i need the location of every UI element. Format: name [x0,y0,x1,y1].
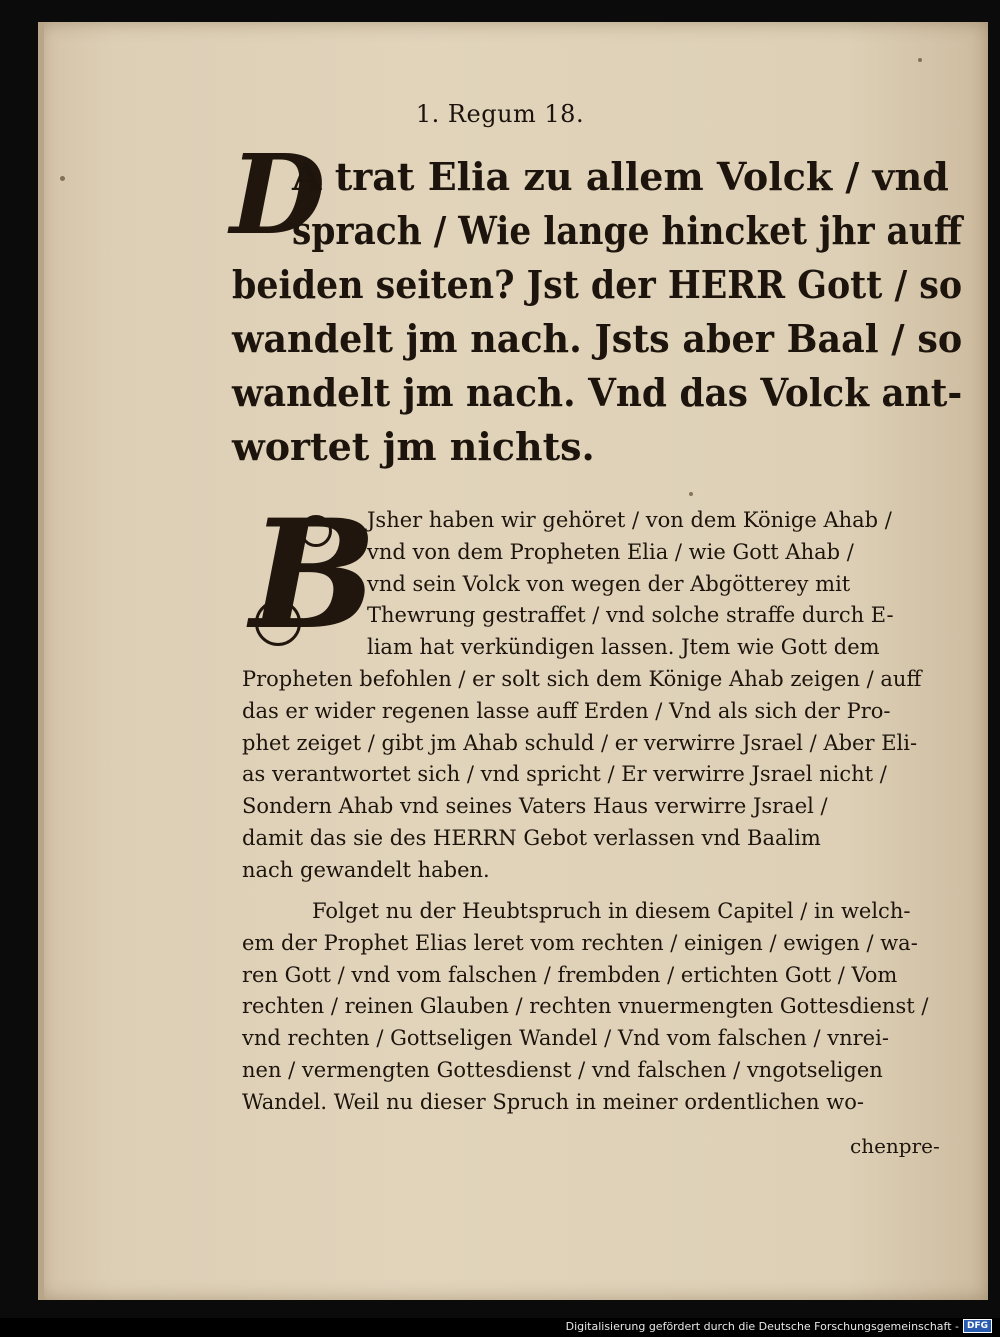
digitization-credit [566,1319,992,1333]
lead-line: A trat Elia zu allem Volck / vnd [292,154,949,199]
lead-line: wortet jm nichts. [232,424,595,469]
body-line: phet zeiget / gibt jm Ahab schuld / er verwirre Jsrael / Aber Eli- [242,730,918,755]
body-line: Wandel. Weil nu dieser Spruch in meiner ordentlichen wo- [242,1089,864,1114]
body-line: Folget nu der Heubtspruch in diesem Capitel / in welch- [312,899,911,923]
body-line: rechten / reinen Glauben / rechten vnuermengten Gottesdienst / [242,994,929,1019]
body-line: damit das sie des HERRN Gebot verlassen vnd Baalim [242,825,821,850]
body-line: ren Gott / vnd vom falschen / frembden / ertichten Gott / Vom [242,962,898,987]
body-line: Propheten befohlen / er solt sich dem Könige Ahab zeigen / auff [242,666,922,691]
ink-spot [689,492,693,496]
body-line: vnd von dem Propheten Elia / wie Gott Ahab / [367,539,854,564]
credit-text: Digitalisierung gefördert durch die Deutsche Forschungsgemeinschaft - [565,1319,959,1333]
lead-line: wandelt jm nach. Vnd das Volck ant- [232,370,963,415]
dfg-logo: DFG [963,1319,992,1333]
ink-spot [60,176,65,181]
commentary-paragraph [242,505,962,887]
decorated-initial-d: D [230,130,326,259]
body-line: vnd rechten / Gottseligen Wandel / Vnd vom falschen / vnrei- [242,1026,889,1051]
body-line: liam hat verkündigen lassen. Jtem wie Gott dem [367,635,880,660]
decorated-initial-b: B [250,487,377,663]
body-line: nen / vermengten Gottesdienst / vnd falschen / vngotseligen [242,1057,883,1082]
body-line: nach gewandelt haben. [242,857,490,882]
body-line: Thewrung gestraffet / vnd solche straffe durch E- [367,603,894,628]
catchword: chenpre- [850,1134,940,1158]
body-line: vnd sein Volck von wegen der Abgötterey mit [367,571,851,596]
lead-line: beiden seiten? Jst der HERR Gott / so [232,262,963,307]
ink-spot [918,58,922,62]
second-paragraph [242,896,962,1119]
body-line: em der Prophet Elias leret vom rechten / einigen / ewigen / wa- [242,930,918,955]
lead-paragraph [232,150,962,474]
lead-line: wandelt jm nach. Jsts aber Baal / so [232,316,963,361]
body-line: Jsher haben wir gehöret / von dem Könige Ahab / [367,508,892,532]
page-edge [38,22,44,1300]
body-line: as verantwortet sich / vnd spricht / Er verwirre Jsrael nicht / [242,762,887,787]
lead-line: sprach / Wie lange hincket jhr auff [292,208,963,253]
body-line: das er wider regenen lasse auff Erden / Vnd als sich der Pro- [242,698,891,723]
body-line: Sondern Ahab vnd seines Vaters Haus verwirre Jsrael / [242,794,828,819]
page-heading: 1. Regum 18. [415,100,585,128]
